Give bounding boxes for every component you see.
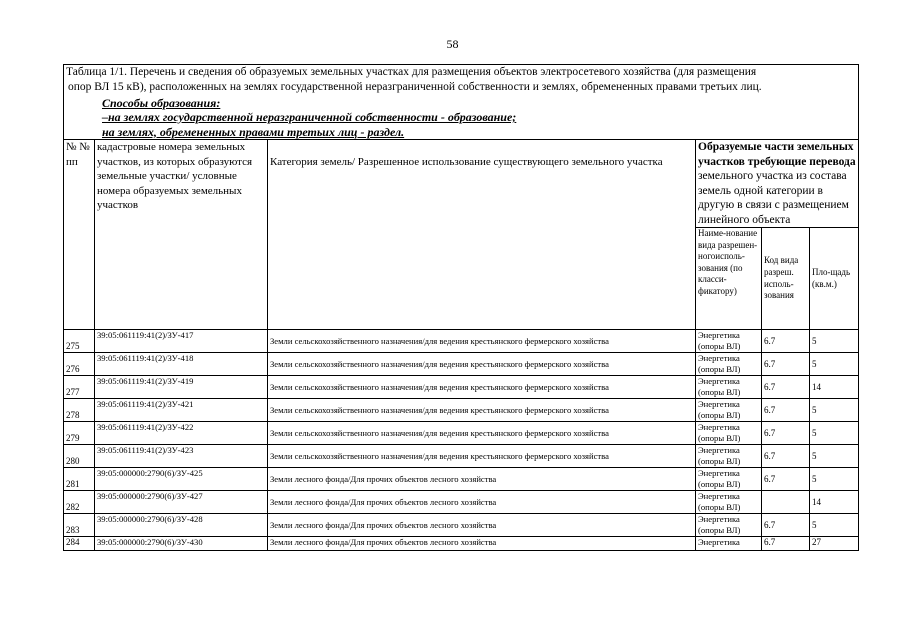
table-row <box>64 491 859 514</box>
subheader-code: Код вида разреш. исполь-зования <box>762 228 810 330</box>
use-code: 6.7 <box>762 376 810 399</box>
use-code <box>762 491 810 514</box>
method-2: на землях, обремененных правами третьих лиц - раздел. <box>102 124 405 139</box>
permitted-use: Энергетика <box>696 537 762 551</box>
land-category: Земли сельскохозяйственного назначения/для ведения крестьянского фермерского хозяйства <box>268 330 696 353</box>
land-category: Земли лесного фонда/Для прочих объектов лесного хозяйства <box>268 468 696 491</box>
table-row <box>64 422 859 445</box>
land-category: Земли сельскохозяйственного назначения/для ведения крестьянского фермерского хозяйства <box>268 376 696 399</box>
subheader-use: Наиме-нование вида разрешен-ногоисполь-зования (по класси-фикатору) <box>696 228 762 330</box>
cadastral-number: 39:05:061119:41(2)/ЗУ-422 <box>95 422 268 445</box>
use-code: 6.7 <box>762 330 810 353</box>
cadastral-number: 39:05:000000:2790(6)/ЗУ-430 <box>95 537 268 551</box>
use-code: 6.7 <box>762 399 810 422</box>
caption-line-2: опор ВЛ 15 кВ), расположенных на землях государственной неразграниченной собственности и землях, обремененных правами третьих лиц. <box>68 81 762 94</box>
table-row <box>64 445 859 468</box>
formation-methods <box>66 96 856 140</box>
row-number: 277 <box>64 376 95 399</box>
cadastral-number: 39:05:061119:41(2)/ЗУ-419 <box>95 376 268 399</box>
permitted-use: Энергетика (опоры ВЛ) <box>696 376 762 399</box>
area-sqm: 5 <box>810 514 859 537</box>
permitted-use: Энергетика (опоры ВЛ) <box>696 422 762 445</box>
cadastral-number: 39:05:000000:2790(6)/ЗУ-425 <box>95 468 268 491</box>
cadastral-number: 39:05:000000:2790(6)/ЗУ-427 <box>95 491 268 514</box>
table-row <box>64 376 859 399</box>
area-sqm: 5 <box>810 330 859 353</box>
area-sqm: 5 <box>810 445 859 468</box>
area-sqm: 5 <box>810 399 859 422</box>
land-category: Земли лесного фонда/Для прочих объектов лесного хозяйства <box>268 537 696 551</box>
land-category: Земли лесного фонда/Для прочих объектов лесного хозяйства <box>268 514 696 537</box>
area-sqm: 5 <box>810 353 859 376</box>
header-category: Категория земель/ Разрешенное использование существующего земельного участка <box>268 140 696 330</box>
cadastral-number: 39:05:061119:41(2)/ЗУ-421 <box>95 399 268 422</box>
land-category: Земли сельскохозяйственного назначения/для ведения крестьянского фермерского хозяйства <box>268 353 696 376</box>
row-number: 278 <box>64 399 95 422</box>
permitted-use: Энергетика (опоры ВЛ) <box>696 445 762 468</box>
row-number: 282 <box>64 491 95 514</box>
cadastral-number: 39:05:061119:41(2)/ЗУ-423 <box>95 445 268 468</box>
caption-row <box>64 65 859 140</box>
table-caption <box>64 65 859 140</box>
table-row <box>64 537 859 551</box>
page-number: 58 <box>446 37 459 51</box>
use-code: 6.7 <box>762 445 810 468</box>
land-category: Земли сельскохозяйственного назначения/для ведения крестьянского фермерского хозяйства <box>268 399 696 422</box>
row-number: 275 <box>64 330 95 353</box>
header-num: № № пп <box>64 140 95 330</box>
cadastral-number: 39:05:061119:41(2)/ЗУ-418 <box>95 353 268 376</box>
row-number: 280 <box>64 445 95 468</box>
method-1: –на землях государственной неразграниченной собственности - образование; <box>102 110 517 125</box>
header-parts <box>696 140 859 228</box>
use-code: 6.7 <box>762 353 810 376</box>
area-sqm: 5 <box>810 468 859 491</box>
area-sqm: 27 <box>810 537 859 551</box>
cadastral-number: 39:05:000000:2790(6)/ЗУ-428 <box>95 514 268 537</box>
row-number: 276 <box>64 353 95 376</box>
land-category: Земли лесного фонда/Для прочих объектов лесного хозяйства <box>268 491 696 514</box>
use-code: 6.7 <box>762 468 810 491</box>
area-sqm: 14 <box>810 376 859 399</box>
table-row <box>64 514 859 537</box>
permitted-use: Энергетика (опоры ВЛ) <box>696 468 762 491</box>
row-number: 283 <box>64 514 95 537</box>
permitted-use: Энергетика (опоры ВЛ) <box>696 399 762 422</box>
land-plots-table <box>63 64 859 551</box>
permitted-use: Энергетика (опоры ВЛ) <box>696 514 762 537</box>
use-code: 6.7 <box>762 514 810 537</box>
land-category: Земли сельскохозяйственного назначения/для ведения крестьянского фермерского хозяйства <box>268 422 696 445</box>
table-row <box>64 399 859 422</box>
header-row <box>64 140 859 228</box>
permitted-use: Энергетика (опоры ВЛ) <box>696 491 762 514</box>
subheader-area: Пло-щадь (кв.м.) <box>810 228 859 330</box>
caption-line-1: Таблица 1/1. Перечень и сведения об образуемых земельных участках для размещения объектов электросетевого хозяйства (для размещения <box>66 66 757 78</box>
header-parts-bold: Образуемые части земельных участков требующие перевода <box>698 141 856 168</box>
use-code: 6.7 <box>762 537 810 551</box>
methods-title: Способы образования: <box>102 95 221 110</box>
header-parts-rest: земельного участка из состава земель одной категории в другую в связи с размещением линейного объекта <box>698 170 849 226</box>
header-cadastral: кадастровые номера земельных участков, из которых образуются земельные участки/ условные номера образуемых земельных участков <box>95 140 268 330</box>
area-sqm: 5 <box>810 422 859 445</box>
permitted-use: Энергетика (опоры ВЛ) <box>696 330 762 353</box>
table-row <box>64 330 859 353</box>
use-code: 6.7 <box>762 422 810 445</box>
row-number: 279 <box>64 422 95 445</box>
permitted-use: Энергетика (опоры ВЛ) <box>696 353 762 376</box>
row-number: 281 <box>64 468 95 491</box>
row-number: 284 <box>64 537 95 551</box>
area-sqm: 14 <box>810 491 859 514</box>
cadastral-number: 39:05:061119:41(2)/ЗУ-417 <box>95 330 268 353</box>
table-row <box>64 468 859 491</box>
land-category: Земли сельскохозяйственного назначения/для ведения крестьянского фермерского хозяйства <box>268 445 696 468</box>
table-row <box>64 353 859 376</box>
